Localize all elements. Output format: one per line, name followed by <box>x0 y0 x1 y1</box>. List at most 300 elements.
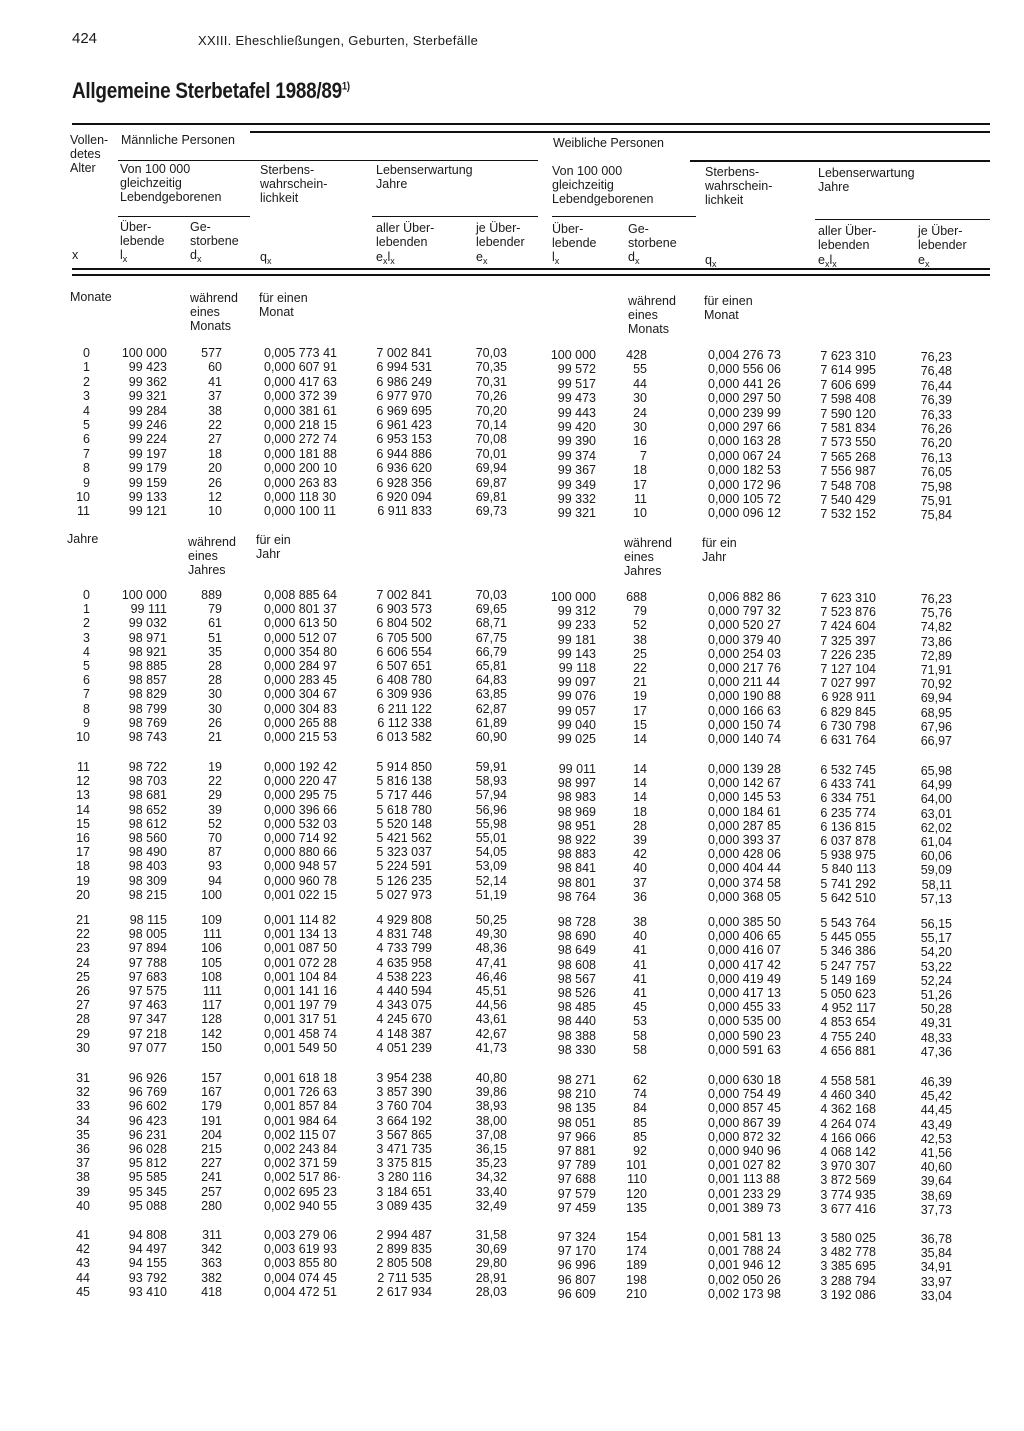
male-death-prob-cell: 0,000 100 11 <box>264 504 337 519</box>
female-deceased-cell: 101 <box>626 1158 647 1173</box>
female-exp-total-cell: 5 642 510 <box>820 890 876 905</box>
male-survivors-cell: 98 115 <box>129 913 167 927</box>
male-survivors-cell: 98 971 <box>128 630 167 645</box>
female-exp-total-cell: 4 264 074 <box>820 1116 876 1131</box>
table-row <box>0 701 1024 720</box>
table-row <box>0 1142 1024 1160</box>
male-survivors-cell: 93 792 <box>128 1270 167 1285</box>
age-cell: 25 <box>76 969 90 984</box>
male-sym-l: $l_x$ <box>120 248 128 264</box>
male-exp-total-cell: 7 002 841 <box>376 588 432 602</box>
female-death-prob-cell: 0,001 027 82 <box>708 1158 781 1173</box>
female-exp-years-cell: 54,20 <box>920 945 952 960</box>
female-death-prob-cell: 0,004 276 73 <box>708 348 781 362</box>
female-deceased-cell: 210 <box>626 1286 647 1301</box>
male-survivors-cell: 97 683 <box>128 969 167 984</box>
male-death-prob-cell: 0,000 381 61 <box>264 403 337 418</box>
male-death-prob-cell: 0,001 317 51 <box>264 1012 337 1027</box>
male-exp-years-cell: 58,93 <box>475 774 507 789</box>
male-exp-years-cell: 69,87 <box>475 475 507 490</box>
female-deceased-cell: 174 <box>626 1244 647 1259</box>
female-death-prob-cell: 0,000 393 37 <box>708 833 781 847</box>
female-death-prob-cell: 0,000 166 63 <box>708 703 781 718</box>
male-survivors-cell: 99 159 <box>128 475 167 490</box>
male-exp-total-cell: 4 538 223 <box>376 969 432 984</box>
age-cell: 33 <box>76 1099 90 1114</box>
female-survivors-cell: 99 057 <box>557 703 596 718</box>
male-survivors-cell: 99 133 <box>128 490 167 504</box>
male-survivors-cell: 97 347 <box>128 1012 167 1027</box>
table-row <box>0 873 1024 892</box>
table-row <box>0 927 1024 946</box>
table-row <box>0 418 1024 436</box>
female-survivors-cell: 99 420 <box>557 420 596 434</box>
age-cell: 0 <box>83 588 90 602</box>
female-exp-years-cell: 75,91 <box>920 494 952 508</box>
male-death-prob-cell: 0,000 801 37 <box>264 602 337 617</box>
male-exp-years-cell: 47,41 <box>475 955 507 970</box>
female-exp-total-cell: 6 037 878 <box>820 834 876 848</box>
male-subheader-rule <box>118 160 538 161</box>
male-survivors-cell: 98 215 <box>128 887 167 902</box>
female-death-prob-cell: 0,000 067 24 <box>708 448 781 463</box>
title-footnote-mark: 1) <box>341 80 350 93</box>
female-death-prob-cell: 0,000 368 05 <box>708 889 781 904</box>
female-deceased-cell: 135 <box>626 1200 647 1215</box>
female-deceased-cell: 14 <box>633 790 647 805</box>
table-row <box>0 1113 1024 1132</box>
table-row <box>0 389 1024 408</box>
female-death-prob-cell: 0,000 404 44 <box>708 861 781 876</box>
female-survivors-cell: 98 922 <box>557 833 596 847</box>
table-row <box>0 1198 1024 1217</box>
female-exp-years-cell: 76,39 <box>920 393 952 408</box>
female-exp-years-cell: 38,69 <box>920 1188 952 1203</box>
female-exp-years-cell: 60,06 <box>920 849 952 864</box>
table-row <box>0 1256 1024 1275</box>
female-survivors-header: Über- lebende <box>552 222 597 250</box>
female-death-prob-cell: 0,000 385 50 <box>708 915 781 929</box>
female-deceased-cell: 40 <box>633 929 647 944</box>
female-exp-years-cell: 76,44 <box>920 378 952 393</box>
female-death-prob-cell: 0,000 217 76 <box>708 661 781 675</box>
female-survivors-cell: 98 983 <box>557 790 596 805</box>
male-exp-years-cell: 70,35 <box>475 360 507 375</box>
male-deceased-cell: 241 <box>201 1170 222 1185</box>
female-survivors-cell: 98 997 <box>557 776 596 791</box>
female-death-prob-cell: 0,001 113 88 <box>708 1172 781 1187</box>
male-death-prob-cell: 0,002 243 84 <box>264 1142 337 1156</box>
female-exp-years-cell: 70,92 <box>920 677 952 692</box>
table-row <box>0 969 1024 988</box>
male-death-prob-cell: 0,000 880 66 <box>264 845 337 860</box>
male-deceased-cell: 35 <box>208 644 222 659</box>
male-survivors-cell: 97 788 <box>128 955 167 970</box>
age-cell: 4 <box>83 644 90 659</box>
female-deceased-cell: 42 <box>633 847 647 862</box>
male-death-prob-cell: 0,001 072 28 <box>264 955 337 970</box>
female-death-prob-cell: 0,000 287 85 <box>708 818 781 833</box>
male-exp-total-cell: 6 961 423 <box>376 418 432 432</box>
table-row <box>0 859 1024 878</box>
female-exp-years-cell: 46,39 <box>920 1075 952 1089</box>
female-deceased-cell: 37 <box>633 875 647 890</box>
table-row <box>0 730 1024 748</box>
female-death-prob-cell: 0,000 406 65 <box>708 929 781 944</box>
male-deceased-cell: 111 <box>202 984 222 998</box>
male-exp-total-cell: 5 323 037 <box>376 845 432 860</box>
female-exp-years-cell: 75,98 <box>920 479 952 494</box>
male-exp-years-cell: 65,81 <box>475 659 507 673</box>
male-exp-years-cell: 45,51 <box>475 984 507 998</box>
female-exp-total-cell: 7 523 876 <box>820 605 876 620</box>
male-deceased-cell: 117 <box>202 998 222 1013</box>
female-exp-years-cell: 42,53 <box>920 1131 952 1146</box>
age-cell: 15 <box>76 816 90 831</box>
male-deceased-cell: 22 <box>208 418 222 432</box>
female-deceased-cell: 198 <box>626 1272 647 1287</box>
age-cell: 6 <box>83 432 90 447</box>
male-deceased-cell: 109 <box>201 913 222 927</box>
female-death-prob-cell: 0,000 374 58 <box>708 875 781 890</box>
female-exp-total-cell: 5 840 113 <box>821 862 876 877</box>
female-exp-total-cell: 5 149 169 <box>820 972 876 987</box>
age-cell: 35 <box>76 1127 90 1142</box>
table-row <box>0 788 1024 807</box>
male-exp-years-cell: 61,89 <box>475 715 507 730</box>
male-lifeexp-rule <box>372 216 538 217</box>
male-exp-years-cell: 70,01 <box>475 446 507 461</box>
age-cell: 1 <box>83 360 90 375</box>
female-survivors-cell: 97 688 <box>557 1172 596 1187</box>
female-exp-total-cell: 7 623 310 <box>820 349 876 363</box>
female-sym-d: $d_x$ <box>628 250 640 266</box>
male-exp-total-cell: 4 440 594 <box>376 984 432 998</box>
male-survivors-cell: 96 423 <box>128 1113 167 1128</box>
female-exp-years-cell: 76,23 <box>920 350 952 364</box>
male-deceased-cell: 28 <box>208 673 222 688</box>
female-exp-years-cell: 73,86 <box>920 634 952 649</box>
age-cell: 10 <box>76 730 90 744</box>
male-survivors-cell: 98 799 <box>128 701 167 716</box>
female-exp-total-cell: 6 334 751 <box>820 791 876 806</box>
male-survivors-cell: 95 088 <box>128 1198 167 1213</box>
table-row <box>0 1099 1024 1118</box>
female-of-100000-header: Von 100 000 gleichzeitig Lebendgeborenen <box>552 164 654 206</box>
male-exp-years-cell: 60,90 <box>475 730 507 744</box>
female-survivors-cell: 98 330 <box>557 1042 596 1057</box>
female-exp-total-cell: 3 288 794 <box>820 1273 876 1288</box>
female-exp-total-cell: 7 581 834 <box>820 421 876 435</box>
female-deceased-cell: 92 <box>633 1144 647 1158</box>
male-exp-years-cell: 43,61 <box>475 1012 507 1027</box>
age-cell: 17 <box>76 845 90 860</box>
female-deceased-cell: 45 <box>633 1000 647 1015</box>
female-death-prob-cell: 0,000 297 66 <box>708 420 781 434</box>
female-deceased-cell: 36 <box>633 889 647 904</box>
male-death-prob-cell: 0,000 304 83 <box>264 701 337 716</box>
male-exp-years-cell: 42,67 <box>475 1026 507 1041</box>
female-deceased-cell: 53 <box>633 1014 647 1029</box>
male-exp-years-cell: 36,15 <box>475 1142 507 1156</box>
female-deceased-cell: 688 <box>626 590 647 604</box>
male-exp-years-cell: 64,83 <box>475 673 507 688</box>
female-exp-total-cell: 4 068 142 <box>820 1145 876 1159</box>
table-row <box>0 1242 1024 1261</box>
table-row <box>0 1170 1024 1189</box>
female-deceased-cell: 30 <box>633 391 647 406</box>
male-death-prob-cell: 0,001 458 74 <box>264 1026 337 1041</box>
male-survivors-cell: 96 028 <box>128 1142 167 1156</box>
female-survivors-cell: 99 349 <box>557 477 596 492</box>
male-exp-total-cell: 3 471 735 <box>376 1142 432 1156</box>
age-cell: 13 <box>76 788 90 803</box>
age-cell: 4 <box>83 403 90 418</box>
male-survivors-cell: 98 885 <box>128 659 167 673</box>
table-row <box>0 346 1024 364</box>
male-exp-total-cell: 2 805 508 <box>376 1256 432 1271</box>
female-deceased-cell: 18 <box>633 463 647 478</box>
female-exp-total-cell: 3 580 025 <box>820 1231 876 1245</box>
female-death-prob-cell: 0,000 139 28 <box>708 762 781 776</box>
months-label: Monate <box>70 290 112 304</box>
table-row <box>0 475 1024 494</box>
female-death-prob-cell: 0,000 184 61 <box>708 804 781 819</box>
male-exp-total-cell: 3 184 651 <box>376 1184 432 1199</box>
female-exp-total-cell: 4 952 117 <box>821 1001 876 1016</box>
female-death-prob-cell: 0,000 190 88 <box>708 689 781 704</box>
male-survivors-cell: 96 926 <box>128 1071 167 1085</box>
female-exp-years-cell: 55,17 <box>920 931 952 946</box>
male-exp-total-cell: 6 903 573 <box>376 602 432 617</box>
female-survivors-cell: 97 459 <box>557 1200 596 1215</box>
male-death-prob-cell: 0,000 272 74 <box>264 432 337 447</box>
male-exp-years-cell: 41,73 <box>475 1040 507 1055</box>
chapter-heading: XXIII. Eheschließungen, Geburten, Sterbefälle <box>198 33 479 48</box>
male-exp-total-cell: 6 309 936 <box>376 687 432 702</box>
female-exp-years-cell: 40,60 <box>920 1160 952 1175</box>
female-exp-total-cell: 7 226 235 <box>820 647 876 662</box>
female-exp-total-cell: 5 741 292 <box>820 876 876 891</box>
table-row <box>0 1270 1024 1289</box>
male-exp-total-cell: 5 914 850 <box>376 760 432 774</box>
male-deceased-cell: 204 <box>201 1127 222 1142</box>
female-sym-el: $e_xl_x$ <box>818 253 837 269</box>
female-survivors-cell: 98 051 <box>557 1115 596 1130</box>
female-deceased-cell: 11 <box>634 492 647 506</box>
female-surv-rule <box>552 216 696 217</box>
female-deceased-cell: 85 <box>633 1115 647 1130</box>
female-survivors-cell: 98 649 <box>557 943 596 958</box>
male-years-during: während eines Jahres <box>188 535 236 577</box>
male-deceased-cell: 19 <box>208 760 222 774</box>
table-row <box>0 687 1024 706</box>
female-deceased-cell: 38 <box>633 915 647 929</box>
male-survivors-cell: 97 575 <box>128 984 167 998</box>
male-exp-years-cell: 63,85 <box>475 687 507 702</box>
age-cell: 11 <box>77 760 90 774</box>
male-sym-e: $e_x$ <box>476 250 488 266</box>
male-death-prob-cell: 0,002 115 07 <box>264 1127 337 1142</box>
female-exp-total-cell: 3 482 778 <box>820 1245 876 1260</box>
male-exp-total-cell: 6 920 094 <box>376 490 432 504</box>
male-survivors-cell: 97 218 <box>128 1026 167 1041</box>
male-death-prob-cell: 0,002 695 23 <box>264 1184 337 1199</box>
male-deceased-header: Ge- storbene <box>190 220 239 248</box>
male-exp-total-cell: 5 520 148 <box>376 816 432 831</box>
male-exp-total-cell: 6 911 833 <box>377 504 432 519</box>
female-death-prob-cell: 0,000 239 99 <box>708 405 781 420</box>
female-deceased-cell: 52 <box>633 618 647 633</box>
male-exp-years-cell: 70,03 <box>475 588 507 602</box>
male-exp-years-cell: 50,25 <box>475 913 507 927</box>
male-survivors-cell: 97 463 <box>128 998 167 1013</box>
male-exp-total-cell: 6 986 249 <box>376 374 432 389</box>
male-death-prob-cell: 0,000 265 88 <box>264 715 337 730</box>
table-row <box>0 1026 1024 1045</box>
male-exp-total-cell: 6 112 338 <box>377 715 432 730</box>
female-deceased-cell: 10 <box>633 506 647 521</box>
female-exp-total-cell: 7 027 997 <box>820 676 876 691</box>
female-exp-years-cell: 41,56 <box>920 1146 952 1160</box>
female-death-prob-cell: 0,000 630 18 <box>708 1073 781 1087</box>
female-deceased-cell: 17 <box>633 703 647 718</box>
female-deceased-cell: 40 <box>633 861 647 876</box>
female-exp-total-cell: 7 127 104 <box>820 662 876 676</box>
male-survivors-cell: 95 812 <box>128 1156 167 1171</box>
male-exp-years-cell: 69,65 <box>475 602 507 617</box>
female-exp-years-cell: 47,36 <box>920 1044 952 1059</box>
male-exp-total-cell: 2 994 487 <box>376 1228 432 1242</box>
table-row <box>0 1040 1024 1059</box>
female-exp-years-cell: 76,05 <box>920 465 952 480</box>
male-deceased-cell: 382 <box>201 1270 222 1285</box>
male-survivors-cell: 94 155 <box>128 1256 167 1271</box>
male-exp-years-cell: 48,36 <box>475 941 507 956</box>
male-exp-total-cell: 5 421 562 <box>376 831 432 845</box>
female-exp-total-cell: 5 050 623 <box>820 987 876 1001</box>
female-deceased-cell: 15 <box>633 717 647 732</box>
male-exp-total-cell: 3 664 192 <box>376 1113 432 1128</box>
female-survivors-cell: 99 332 <box>557 492 596 506</box>
male-death-prob-cell: 0,001 618 18 <box>264 1071 337 1085</box>
female-exp-total-cell: 4 755 240 <box>820 1029 876 1044</box>
male-death-prob-cell: 0,000 417 63 <box>264 374 337 389</box>
male-survivors-cell: 98 743 <box>128 730 167 744</box>
table-row <box>0 659 1024 677</box>
male-exp-years-cell: 68,71 <box>475 616 507 631</box>
male-death-prob-cell: 0,000 948 57 <box>264 859 337 874</box>
male-death-prob-cell: 0,000 532 03 <box>264 816 337 831</box>
age-cell: 34 <box>76 1113 90 1128</box>
table-row <box>0 446 1024 465</box>
female-exp-total-cell: 3 774 935 <box>820 1187 876 1202</box>
female-exp-total-cell: 7 540 429 <box>820 493 876 507</box>
male-exp-years-cell: 28,03 <box>475 1284 507 1299</box>
male-sym-el: $e_xl_x$ <box>376 250 395 266</box>
male-survivors-cell: 99 179 <box>128 461 167 476</box>
male-group-rule <box>250 131 990 133</box>
header-bottom-rule-2 <box>72 274 990 276</box>
female-survivors-cell: 99 390 <box>557 434 596 449</box>
male-death-prob-cell: 0,000 118 30 <box>264 490 337 504</box>
age-cell: 3 <box>83 630 90 645</box>
male-exp-total-cell: 6 013 582 <box>376 730 432 744</box>
page-number: 424 <box>72 30 98 47</box>
age-cell: 20 <box>76 887 90 902</box>
male-exp-total-cell: 6 994 531 <box>376 360 432 375</box>
female-death-prob-cell: 0,000 211 44 <box>708 675 781 690</box>
male-exp-years-cell: 46,46 <box>475 969 507 984</box>
female-deceased-cell: 62 <box>633 1073 647 1087</box>
female-survivors-cell: 97 789 <box>557 1158 596 1173</box>
age-cell: 5 <box>83 418 90 432</box>
female-deceased-cell: 24 <box>633 405 647 420</box>
male-exp-years-cell: 55,98 <box>475 816 507 831</box>
female-lifeexp-rule <box>815 219 990 220</box>
female-deceased-cell: 30 <box>633 420 647 434</box>
female-exp-total-cell: 4 166 066 <box>820 1130 876 1145</box>
female-exp-total-cell: 4 558 581 <box>820 1074 876 1088</box>
male-death-prob-cell: 0,000 607 91 <box>264 360 337 375</box>
male-exp-total-cell: 2 617 934 <box>376 1284 432 1299</box>
age-cell: 9 <box>83 475 90 490</box>
male-exp-total-cell: 4 343 075 <box>376 998 432 1013</box>
female-deceased-cell: 120 <box>626 1186 647 1201</box>
male-deceased-cell: 26 <box>208 475 222 490</box>
male-exp-total-cell: 2 711 535 <box>377 1270 432 1285</box>
female-deceased-cell: 16 <box>633 434 647 449</box>
header-bottom-rule <box>72 268 990 270</box>
male-survivors-cell: 96 231 <box>128 1127 167 1142</box>
female-death-prob-cell: 0,001 581 13 <box>708 1230 781 1244</box>
male-deceased-cell: 157 <box>201 1071 222 1085</box>
female-deceased-cell: 154 <box>626 1230 647 1244</box>
female-exp-years-cell: 45,42 <box>920 1089 952 1104</box>
male-death-prob-cell: 0,000 192 42 <box>264 760 337 774</box>
female-survivors-cell: 99 517 <box>557 376 596 391</box>
table-row <box>0 845 1024 864</box>
table-row <box>0 802 1024 821</box>
age-cell: 31 <box>76 1071 90 1085</box>
male-deceased-cell: 51 <box>208 630 222 645</box>
male-exp-total-cell: 5 027 973 <box>376 887 432 902</box>
table-row <box>0 831 1024 849</box>
female-exp-total-cell: 7 590 120 <box>820 406 876 421</box>
female-survivors-cell: 97 881 <box>557 1144 596 1158</box>
male-survivors-header: Über- lebende <box>120 220 165 248</box>
male-survivors-cell: 99 362 <box>128 374 167 389</box>
female-deceased-cell: 18 <box>633 804 647 819</box>
male-death-prob-cell: 0,001 087 50 <box>264 941 337 956</box>
age-cell: 19 <box>76 873 90 888</box>
male-survivors-cell: 98 652 <box>128 802 167 817</box>
table-row <box>0 1127 1024 1146</box>
male-survivors-cell: 97 077 <box>128 1040 167 1055</box>
male-months-during: während eines Monats <box>190 291 238 333</box>
age-cell: 27 <box>76 998 90 1013</box>
female-exp-total-cell: 7 325 397 <box>820 633 876 648</box>
female-survivors-cell: 97 579 <box>557 1186 596 1201</box>
male-exp-years-cell: 30,69 <box>475 1242 507 1257</box>
male-deceased-cell: 280 <box>201 1198 222 1213</box>
female-survivors-cell: 98 135 <box>557 1101 596 1116</box>
male-exp-years-cell: 70,20 <box>475 403 507 418</box>
male-sym-q: $q_x$ <box>260 250 272 266</box>
male-deceased-cell: 60 <box>208 360 222 375</box>
female-exp-years-cell: 76,20 <box>920 436 952 451</box>
female-exp-total-cell: 6 631 764 <box>820 733 876 747</box>
